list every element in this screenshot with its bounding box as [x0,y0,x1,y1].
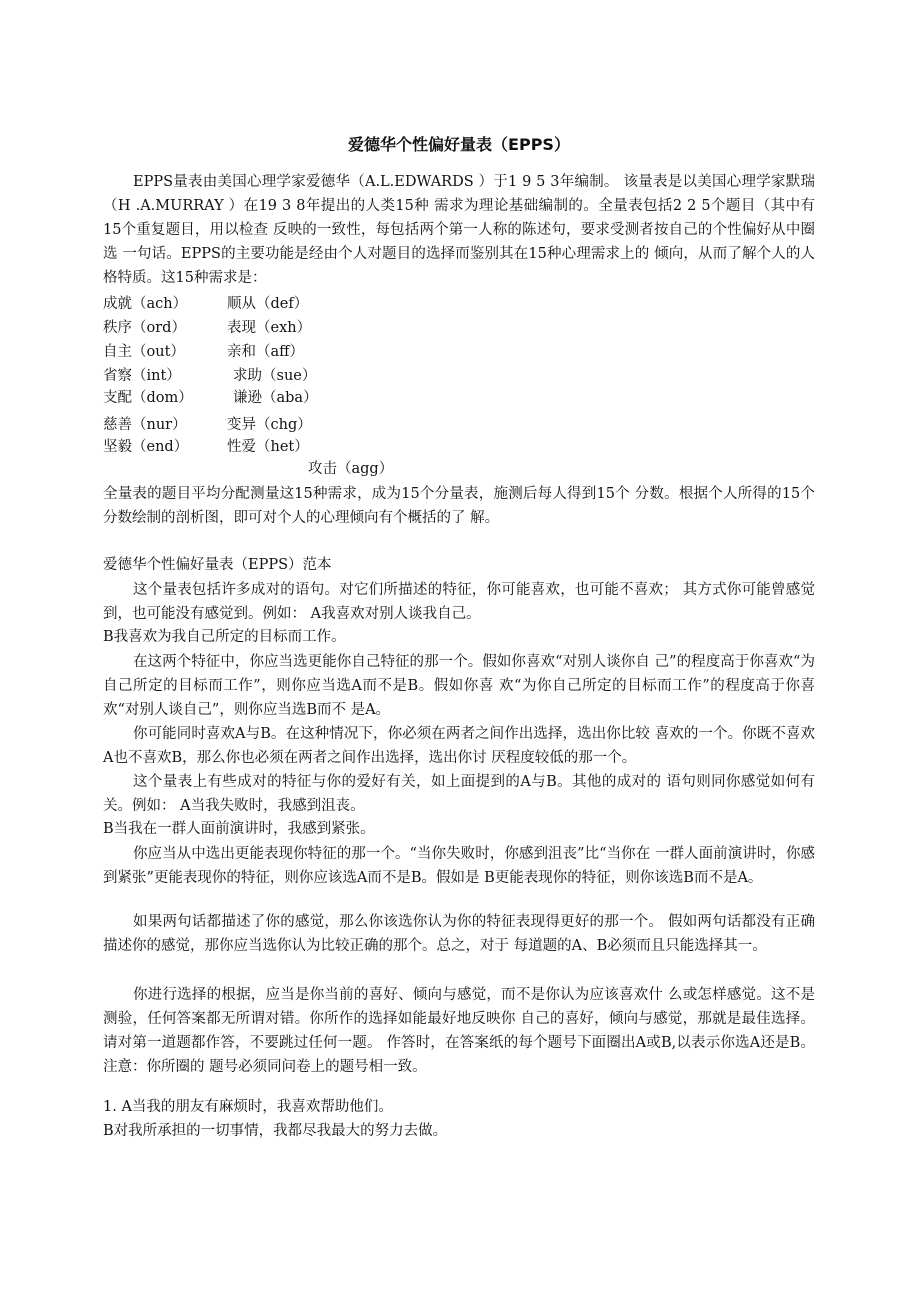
need-item: 谦逊（aba） [233,390,318,406]
instruction-line: B当我在一群人面前演讲时，我感到紧张。 [103,821,375,837]
instruction-paragraph: 如果两句话都描述了你的感觉，那么你该选你认为你的特征表现得更好的那一个。 假如两句话都没有正确描述你的感觉，那你应当选你认为比较正确的那个。总之，对于 每道题的A、B必须而且只能选择其一。 [103,914,815,954]
need-item: 性爱（het） [227,439,309,455]
need-item: 省察（int） [103,368,181,384]
sample-heading: 爱德华个性偏好量表（EPPS）范本 [103,557,332,573]
need-item: 求助（sue） [233,368,317,384]
need-item: 攻击（agg） [308,461,394,477]
question-item: 1. A当我的朋友有麻烦时，我喜欢帮助他们。 [103,1099,393,1115]
need-item: 慈善（nur） [103,417,187,433]
question-item: B对我所承担的一切事情，我都尽我最大的努力去做。 [103,1123,448,1139]
need-item: 变异（chg） [227,417,312,433]
summary-paragraph: 全量表的题目平均分配测量这15种需求，成为15个分量表，施测后每人得到15个 分数。根据个人所得的15个分数绘制的剖析图，即可对个人的心理倾向有个概括的了 解。 [103,486,815,526]
document-title: 爱德华个性偏好量表（EPPS） [348,135,570,154]
need-item: 支配（dom） [103,390,193,406]
need-item: 顺从（def） [227,296,309,312]
instruction-paragraph: 这个量表上有些成对的特征与你的爱好有关，如上面提到的A与B。其他的成对的 语句则同你感觉如何有关。例如： A当我失败时，我感到沮丧。 [103,774,815,814]
instruction-paragraph: 你应当从中选出更能表现你特征的那一个。“当你失败时，你感到沮丧”比“当你在 一群人面前演讲时，你感到紧张”更能表现你的特征，则你应该选A而不是B。假如是 B更能表现你的特征，则你该选B而不是A。 [103,846,815,886]
need-item: 自主（out） [103,344,185,360]
need-item: 成就（ach） [103,296,188,312]
need-item: 亲和（aff） [227,344,304,360]
instruction-paragraph: 这个量表包括许多成对的语句。对它们所描述的特征，你可能喜欢，也可能不喜欢； 其方式你可能曾感觉到，也可能没有感觉到。例如： A我喜欢对别人谈我自己。 [103,582,815,622]
instruction-paragraph: 在这两个特征中，你应当选更能你自己特征的那一个。假如你喜欢“对别人谈你自 己”的程度高于你喜欢“为自己所定的目标而工作”，则你应当选A而不是B。假如你喜 欢“为你自己所定的目标而工作”的程度高于你喜欢“对别人谈自己”，则你应当选B而不 是A。 [103,654,815,718]
need-item: 秩序（ord） [103,320,186,336]
need-item: 坚毅（end） [103,439,189,455]
instruction-paragraph: 你可能同时喜欢A与B。在这种情况下，你必须在两者之间作出选择，选出你比较 喜欢的一个。你既不喜欢A也不喜欢B，那么你也必须在两者之间作出选择，选出你讨 厌程度较低的那一个。 [103,726,815,766]
need-item: 表现（exh） [227,320,312,336]
intro-paragraph: EPPS量表由美国心理学家爱德华（A.L.EDWARDS ）于1 9 5 3年编制。 该量表是以美国心理学家默瑞（H .A.MURRAY ）在19 3 8年提出的人类15种 需求为理论基础编制的。全量表包括2 2 5个题目（其中有15个重复题目，用以检查 反映的一致性，每包括两个第一人称的陈述句，要求受测者按自己的个性偏好从中圈选 一句话。EPPS的主要功能是经由个人对题目的选择而鉴别其在15种心理需求上的 倾向，从而了解个人的人格特质。这15种需求是： [103,174,815,286]
instruction-paragraph: 你进行选择的根据，应当是你当前的喜好、倾向与感觉，而不是你认为应该喜欢什 么或怎样感觉。这不是测验，任何答案都无所谓对错。你所作的选择如能最好地反映你 自己的喜好，倾向与感觉，那就是最佳选择。请对第一道题都作答，不要跳过任何一题。 作答时，在答案纸的每个题号下面圈出A或B,以表示你选A还是B。注意：你所圈的 题号必须同问卷上的题号相一致。 [103,987,815,1075]
instruction-line: B我喜欢为我自己所定的目标而工作。 [103,629,346,645]
